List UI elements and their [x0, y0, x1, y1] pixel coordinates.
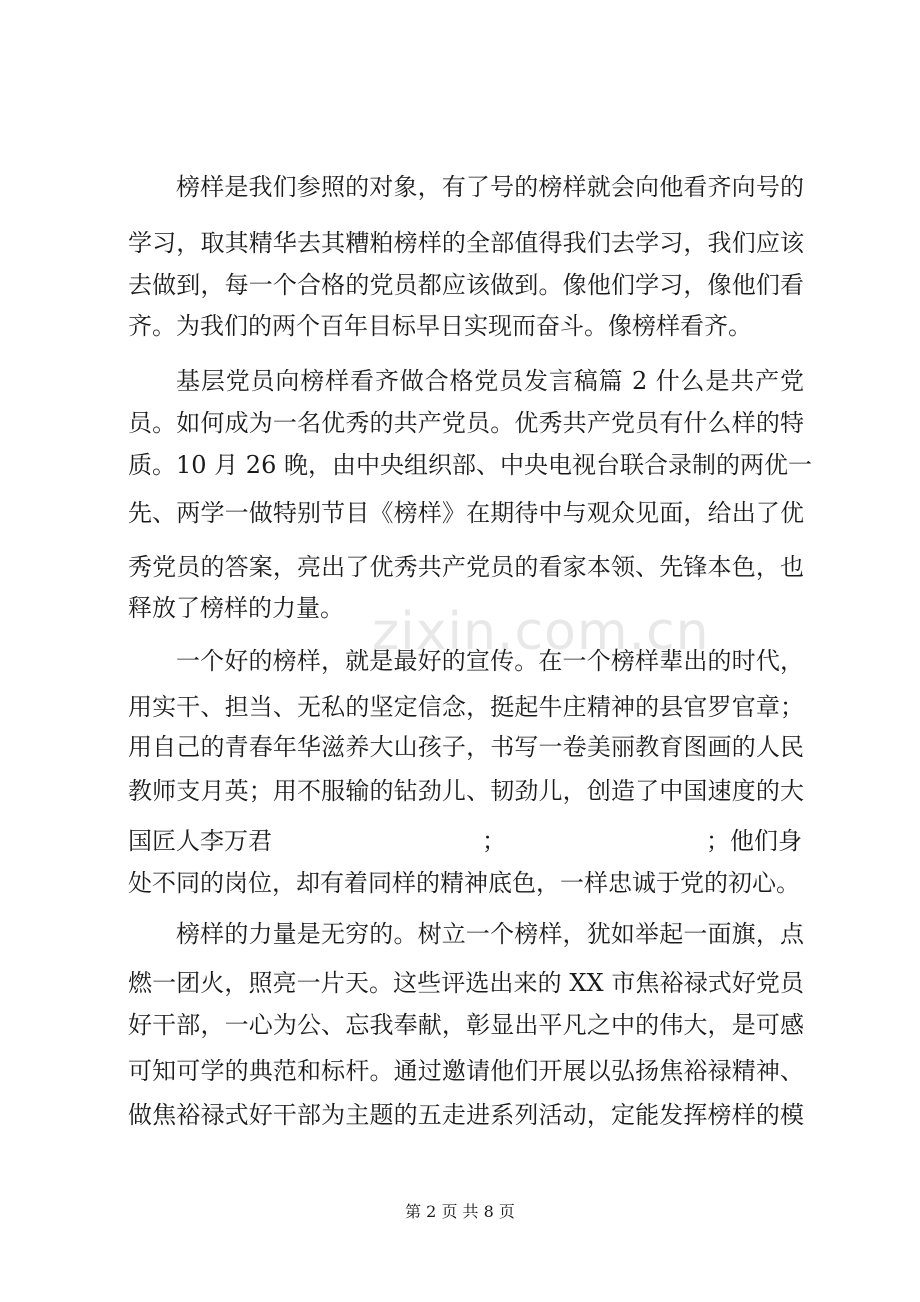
paragraph-1-line-3: 去做到，每一个合格的党员都应该做到。像他们学习，像他们看: [128, 271, 804, 299]
paragraph-3-line-2: 用实干、担当、无私的坚定信念，挺起牛庄精神的县官罗官章；: [128, 693, 804, 721]
paragraph-3-line-1: 一个好的榜样，就是最好的宣传。在一个榜样辈出的时代，: [176, 647, 804, 675]
paragraph-1-line-1: 榜样是我们参照的对象，有了号的榜样就会向他看齐向号的: [176, 173, 804, 201]
paragraph-4-line-4: 可知可学的典范和标杆。通过邀请他们开展以弘扬焦裕禄精神、: [128, 1057, 804, 1085]
paragraph-3-line-4: 教师支月英；用不服输的钻劲儿、韧劲儿，创造了中国速度的大: [128, 777, 804, 805]
paragraph-3-line-5-part-1: 国匠人李万君: [128, 827, 272, 855]
paragraph-3-line-5: [128, 821, 804, 861]
paragraph-2-line-4: 先、两学一做特别节目《榜样》在期待中与观众见面，给出了优: [128, 499, 804, 527]
paragraph-2-line-3: 质。10 月 26 晚，由中央组织部、中央电视台联合录制的两优一: [128, 451, 812, 479]
paragraph-3-line-5-part-3: ；他们身: [706, 827, 802, 855]
paragraph-4-line-1: 榜样的力量是无穷的。树立一个榜样，犹如举起一面旗，点: [176, 920, 804, 948]
paragraph-3-line-3: 用自己的青春年华滋养大山孩子，书写一卷美丽教育图画的人民: [128, 733, 804, 761]
site-watermark: zixin.com.cn: [372, 602, 710, 662]
paragraph-4-line-2: 燃一团火，照亮一片天。这些评选出来的 XX 市焦裕禄式好党员: [128, 969, 804, 997]
paragraph-1-line-2: 学习，取其精华去其糟粕榜样的全部值得我们去学习，我们应该: [128, 229, 804, 257]
paragraph-2-line-6: 释放了榜样的力量。: [128, 594, 344, 622]
paragraph-3-line-6: 处不同的岗位，却有着同样的精神底色，一样忠诚于党的初心。: [128, 869, 800, 897]
paragraph-4-line-3: 好干部，一心为公、忘我奉献，彰显出平凡之中的伟大，是可感: [128, 1011, 804, 1039]
paragraph-2-line-1: 基层党员向榜样看齐做合格党员发言稿篇 2 什么是共产党: [176, 367, 804, 395]
paragraph-2-line-2: 员。如何成为一名优秀的共产党员。优秀共产党员有什么样的特: [128, 409, 804, 437]
page-number-footer: 第 2 页 共 8 页: [405, 1202, 515, 1221]
paragraph-3-line-5-part-2: ；: [482, 827, 506, 855]
paragraph-1-line-4: 齐。为我们的两个百年目标早日实现而奋斗。像榜样看齐。: [128, 312, 752, 340]
paragraph-2-line-5: 秀党员的答案，亮出了优秀共产党员的看家本领、先锋本色，也: [128, 553, 804, 581]
paragraph-4-line-5: 做焦裕禄式好干部为主题的五走进系列活动，定能发挥榜样的模: [128, 1101, 804, 1129]
